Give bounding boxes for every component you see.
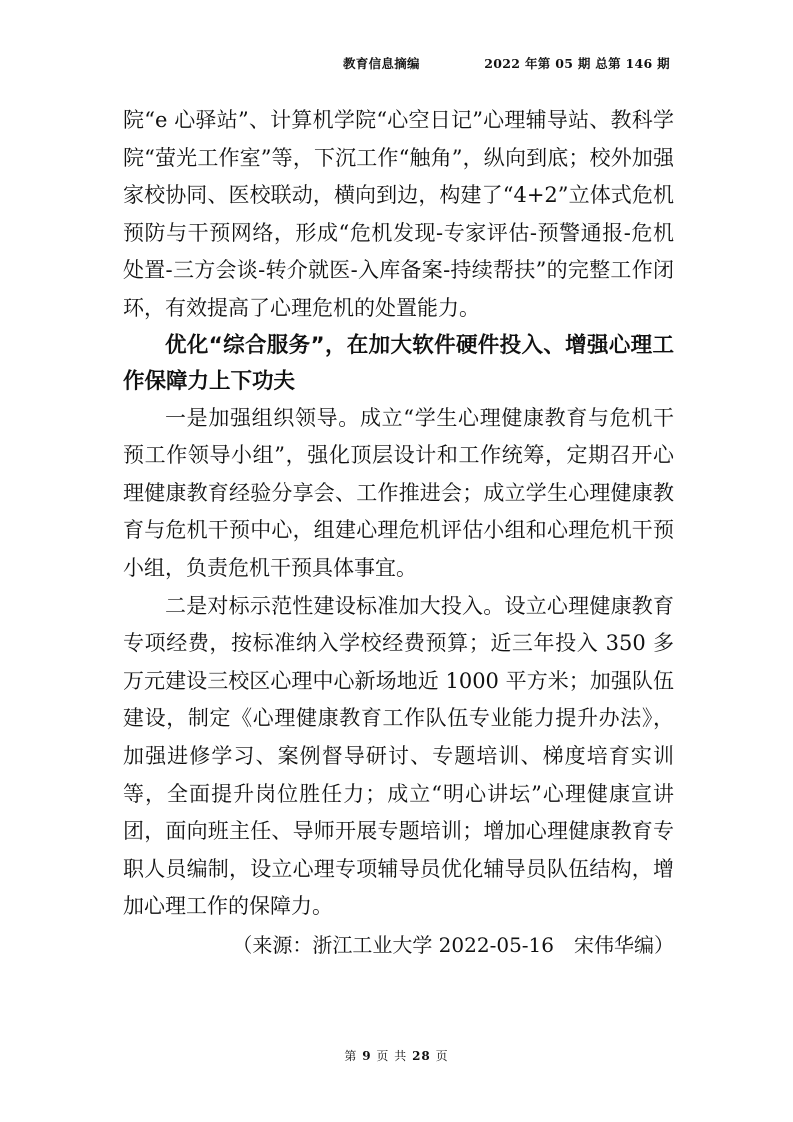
issue-number: 2022 年第 05 期 总第 146 期 <box>484 56 670 71</box>
footer-prefix: 第 <box>344 1049 358 1063</box>
footer-suffix: 页 <box>435 1049 449 1063</box>
footer-middle: 页 共 <box>376 1049 408 1063</box>
footer-page-number: 9 <box>362 1049 372 1063</box>
paragraph-investment: 二是对标示范性建设标准加大投入。设立心理健康教育专项经费，按标准纳入学校经费预算；近三年投入 350 多万元建设三校区心理中心新场地近 1000 平方米；加强队伍建设，制定《心理健康教育工作队伍专业能力提升办法》，加强进修学习、案例督导研讨、专题培训、梯度培育实训等，全面提升岗位胜任力；成立“明心讲坛”心理健康宣讲团，面向班主任、导师开展专题培训；增加心理健康教育专职人员编制，设立心理专项辅导员优化辅导员队伍结构，增加心理工作的保障力。 <box>123 593 674 919</box>
paragraph-continued: 院“e 心驿站”、计算机学院“心空日记”心理辅导站、教科学院“萤光工作室”等，下沉工作“触角”，纵向到底；校外加强家校协同、医校联动，横向到边，构建了“4+2”立体式危机预防与干预网络，形成“危机发现-专家评估-预警通报-危机处置-三方会谈-转介就医-入库备案-持续帮扶”的完整工作闭环，有效提高了心理危机的处置能力。 <box>123 108 674 320</box>
page-footer <box>0 1047 793 1064</box>
publication-title: 教育信息摘编 <box>343 56 420 71</box>
section-heading: 优化“综合服务”，在加大软件硬件投入、增强心理工作保障力上下功夫 <box>123 332 674 394</box>
paragraph-organization: 一是加强组织领导。成立“学生心理健康教育与危机干预工作领导小组”，强化顶层设计和工作统筹，定期召开心理健康教育经验分享会、工作推进会；成立学生心理健康教育与危机干预中心，组建心理危机评估小组和心理危机干预小组，负责危机干预具体事宜。 <box>123 405 674 580</box>
source-citation: （来源：浙江工业大学 2022-05-16 宋伟华编） <box>232 932 674 957</box>
article-body <box>123 102 674 964</box>
page-header <box>0 54 793 74</box>
footer-total-pages: 28 <box>412 1049 431 1063</box>
